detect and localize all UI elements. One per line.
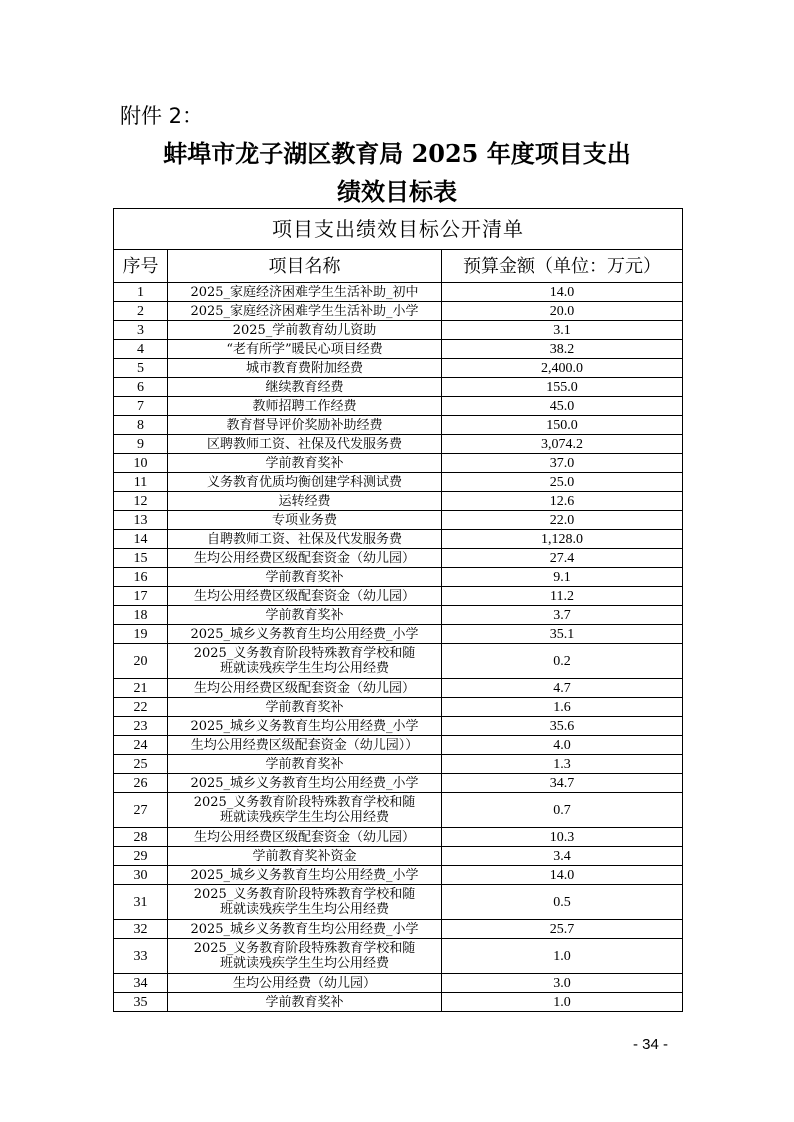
row-budget-amount: 4.0 [442,736,683,755]
project-name-line: 2025_义务教育阶段特殊教育学校和随 [193,795,416,810]
row-serial: 17 [114,587,168,606]
row-project-name [168,359,442,378]
row-budget-amount: 3,074.2 [442,435,683,454]
project-name-line: 教师招聘工作经费 [252,398,357,414]
table-row [114,378,683,397]
row-project-name [168,378,442,397]
project-name-line: “老有所学”暖民心项目经费 [226,341,383,357]
project-name-line: 义务教育优质均衡创建学科测试费 [206,474,402,490]
project-name-line: 2025_家庭经济困难学生生活补助_小学 [190,303,419,319]
project-name-line: 城市教育费附加经费 [245,360,363,376]
project-name-line: 学前教育奖补 [265,455,344,471]
project-name-line: 区聘教师工资、社保及代发服务费 [206,436,402,452]
table-row [114,974,683,993]
row-serial: 8 [114,416,168,435]
row-serial: 6 [114,378,168,397]
row-serial: 18 [114,606,168,625]
table-row [114,939,683,974]
row-serial: 7 [114,397,168,416]
project-name-line: 2025_学前教育幼儿资助 [232,322,377,338]
row-project-name [168,644,442,679]
table-row [114,302,683,321]
row-project-name [168,679,442,698]
row-project-name [168,717,442,736]
table-row [114,644,683,679]
table-row [114,359,683,378]
table-row [114,454,683,473]
table-row [114,397,683,416]
table-row [114,885,683,920]
page-number: - 34 - [633,1036,669,1053]
row-project-name [168,302,442,321]
row-serial: 26 [114,774,168,793]
row-serial: 32 [114,920,168,939]
row-project-name [168,340,442,359]
row-serial: 20 [114,644,168,679]
row-serial: 29 [114,847,168,866]
row-project-name [168,473,442,492]
row-budget-amount: 3.7 [442,606,683,625]
project-name-line: 运转经费 [278,493,331,509]
project-name-line: 班就读残疾学生生均公用经费 [219,661,389,676]
row-serial: 11 [114,473,168,492]
row-project-name [168,397,442,416]
table-row [114,492,683,511]
table-row [114,847,683,866]
row-serial: 10 [114,454,168,473]
row-budget-amount: 0.2 [442,644,683,679]
table-row [114,698,683,717]
row-budget-amount: 3.0 [442,974,683,993]
row-budget-amount: 9.1 [442,568,683,587]
row-serial: 5 [114,359,168,378]
table-row [114,340,683,359]
table-row [114,679,683,698]
row-budget-amount: 45.0 [442,397,683,416]
row-serial: 15 [114,549,168,568]
table-row [114,993,683,1012]
row-budget-amount: 11.2 [442,587,683,606]
row-serial: 12 [114,492,168,511]
row-budget-amount: 25.7 [442,920,683,939]
row-project-name [168,416,442,435]
row-project-name [168,885,442,920]
row-budget-amount: 1.0 [442,993,683,1012]
table-row [114,549,683,568]
row-serial: 33 [114,939,168,974]
table-row [114,530,683,549]
project-name-line: 生均公用经费区级配套资金（幼儿园） [193,829,415,845]
row-budget-amount: 1.3 [442,755,683,774]
row-budget-amount: 25.0 [442,473,683,492]
row-project-name [168,283,442,302]
row-project-name [168,920,442,939]
row-serial: 25 [114,755,168,774]
row-project-name [168,866,442,885]
project-name-line: 2025_家庭经济困难学生生活补助_初中 [190,284,419,300]
row-budget-amount: 22.0 [442,511,683,530]
row-budget-amount: 14.0 [442,866,683,885]
table-caption: 项目支出绩效目标公开清单 [114,209,683,250]
row-project-name [168,736,442,755]
table-row [114,828,683,847]
row-serial: 19 [114,625,168,644]
project-name-line: 2025_城乡义务教育生均公用经费_小学 [190,867,419,883]
row-project-name [168,511,442,530]
row-budget-amount: 27.4 [442,549,683,568]
row-budget-amount: 155.0 [442,378,683,397]
project-name-line: 学前教育奖补 [265,699,344,715]
row-project-name [168,454,442,473]
row-project-name [168,568,442,587]
row-serial: 3 [114,321,168,340]
table-row [114,606,683,625]
row-serial: 27 [114,793,168,828]
row-project-name [168,974,442,993]
row-serial: 9 [114,435,168,454]
row-serial: 23 [114,717,168,736]
document-title-line2: 绩效目标表 [337,177,457,206]
row-project-name [168,625,442,644]
table-row [114,321,683,340]
table-row [114,717,683,736]
table-row [114,511,683,530]
row-project-name [168,793,442,828]
row-serial: 13 [114,511,168,530]
row-budget-amount: 1.6 [442,698,683,717]
project-name-line: 班就读残疾学生生均公用经费 [219,956,389,971]
project-name-line: 学前教育奖补 [265,607,344,623]
row-project-name [168,549,442,568]
row-budget-amount: 4.7 [442,679,683,698]
row-project-name [168,828,442,847]
project-name-line: 生均公用经费（幼儿园） [232,975,376,991]
project-name-line: 生均公用经费区级配套资金（幼儿园） [193,680,415,696]
table-row [114,416,683,435]
project-name-line: 生均公用经费区级配套资金（幼儿园） [193,550,415,566]
project-name-line: 学前教育奖补资金 [252,848,357,864]
row-budget-amount: 37.0 [442,454,683,473]
row-serial: 35 [114,993,168,1012]
table-row [114,774,683,793]
row-budget-amount: 10.3 [442,828,683,847]
row-serial: 2 [114,302,168,321]
project-name-line: 2025_城乡义务教育生均公用经费_小学 [190,921,419,937]
project-name-line: 2025_义务教育阶段特殊教育学校和随 [193,941,416,956]
row-project-name [168,939,442,974]
row-budget-amount: 0.5 [442,885,683,920]
project-name-line: 2025_义务教育阶段特殊教育学校和随 [193,887,416,902]
table-row [114,283,683,302]
project-name-line: 生均公用经费区级配套资金（幼儿园）） [190,737,419,753]
table-row [114,568,683,587]
row-project-name [168,606,442,625]
row-serial: 21 [114,679,168,698]
project-name-line: 2025_城乡义务教育生均公用经费_小学 [190,775,419,791]
row-budget-amount: 12.6 [442,492,683,511]
table-row [114,587,683,606]
row-budget-amount: 2,400.0 [442,359,683,378]
row-budget-amount: 35.1 [442,625,683,644]
row-budget-amount: 34.7 [442,774,683,793]
table-row [114,793,683,828]
row-budget-amount: 150.0 [442,416,683,435]
project-name-line: 学前教育奖补 [265,569,344,585]
budget-table [113,208,683,1012]
attachment-label: 附件 2： [120,104,204,128]
row-project-name [168,774,442,793]
table-row [114,625,683,644]
project-name-line: 2025_城乡义务教育生均公用经费_小学 [190,626,419,642]
row-project-name [168,587,442,606]
row-budget-amount: 38.2 [442,340,683,359]
project-name-line: 自聘教师工资、社保及代发服务费 [206,531,402,547]
row-serial: 28 [114,828,168,847]
row-serial: 16 [114,568,168,587]
row-budget-amount: 3.1 [442,321,683,340]
row-budget-amount: 1,128.0 [442,530,683,549]
table-row [114,866,683,885]
project-name-line: 继续教育经费 [265,379,344,395]
row-project-name [168,755,442,774]
table-row [114,435,683,454]
header-budget-amount: 预算金额（单位：万元） [442,250,683,283]
row-serial: 30 [114,866,168,885]
row-serial: 24 [114,736,168,755]
row-project-name [168,321,442,340]
row-serial: 14 [114,530,168,549]
project-name-line: 教育督导评价奖励补助经费 [226,417,383,433]
row-serial: 31 [114,885,168,920]
row-project-name [168,698,442,717]
project-name-line: 班就读残疾学生生均公用经费 [219,902,389,917]
row-serial: 34 [114,974,168,993]
project-name-line: 专项业务费 [271,512,337,528]
project-name-line: 2025_城乡义务教育生均公用经费_小学 [190,718,419,734]
row-budget-amount: 35.6 [442,717,683,736]
project-name-line: 学前教育奖补 [265,994,344,1010]
row-project-name [168,492,442,511]
table-row [114,920,683,939]
row-project-name [168,435,442,454]
header-project-name: 项目名称 [168,250,442,283]
row-budget-amount: 14.0 [442,283,683,302]
row-serial: 1 [114,283,168,302]
project-name-line: 学前教育奖补 [265,756,344,772]
header-serial: 序号 [114,250,168,283]
table-row [114,755,683,774]
table-row [114,473,683,492]
row-project-name [168,530,442,549]
row-budget-amount: 1.0 [442,939,683,974]
row-project-name [168,993,442,1012]
project-name-line: 班就读残疾学生生均公用经费 [219,810,389,825]
row-serial: 22 [114,698,168,717]
row-serial: 4 [114,340,168,359]
table-row [114,736,683,755]
project-name-line: 2025_义务教育阶段特殊教育学校和随 [193,646,416,661]
project-name-line: 生均公用经费区级配套资金（幼儿园） [193,588,415,604]
row-budget-amount: 0.7 [442,793,683,828]
row-budget-amount: 3.4 [442,847,683,866]
document-title-line1: 蚌埠市龙子湖区教育局 2025 年度项目支出 [163,139,631,168]
row-project-name [168,847,442,866]
row-budget-amount: 20.0 [442,302,683,321]
